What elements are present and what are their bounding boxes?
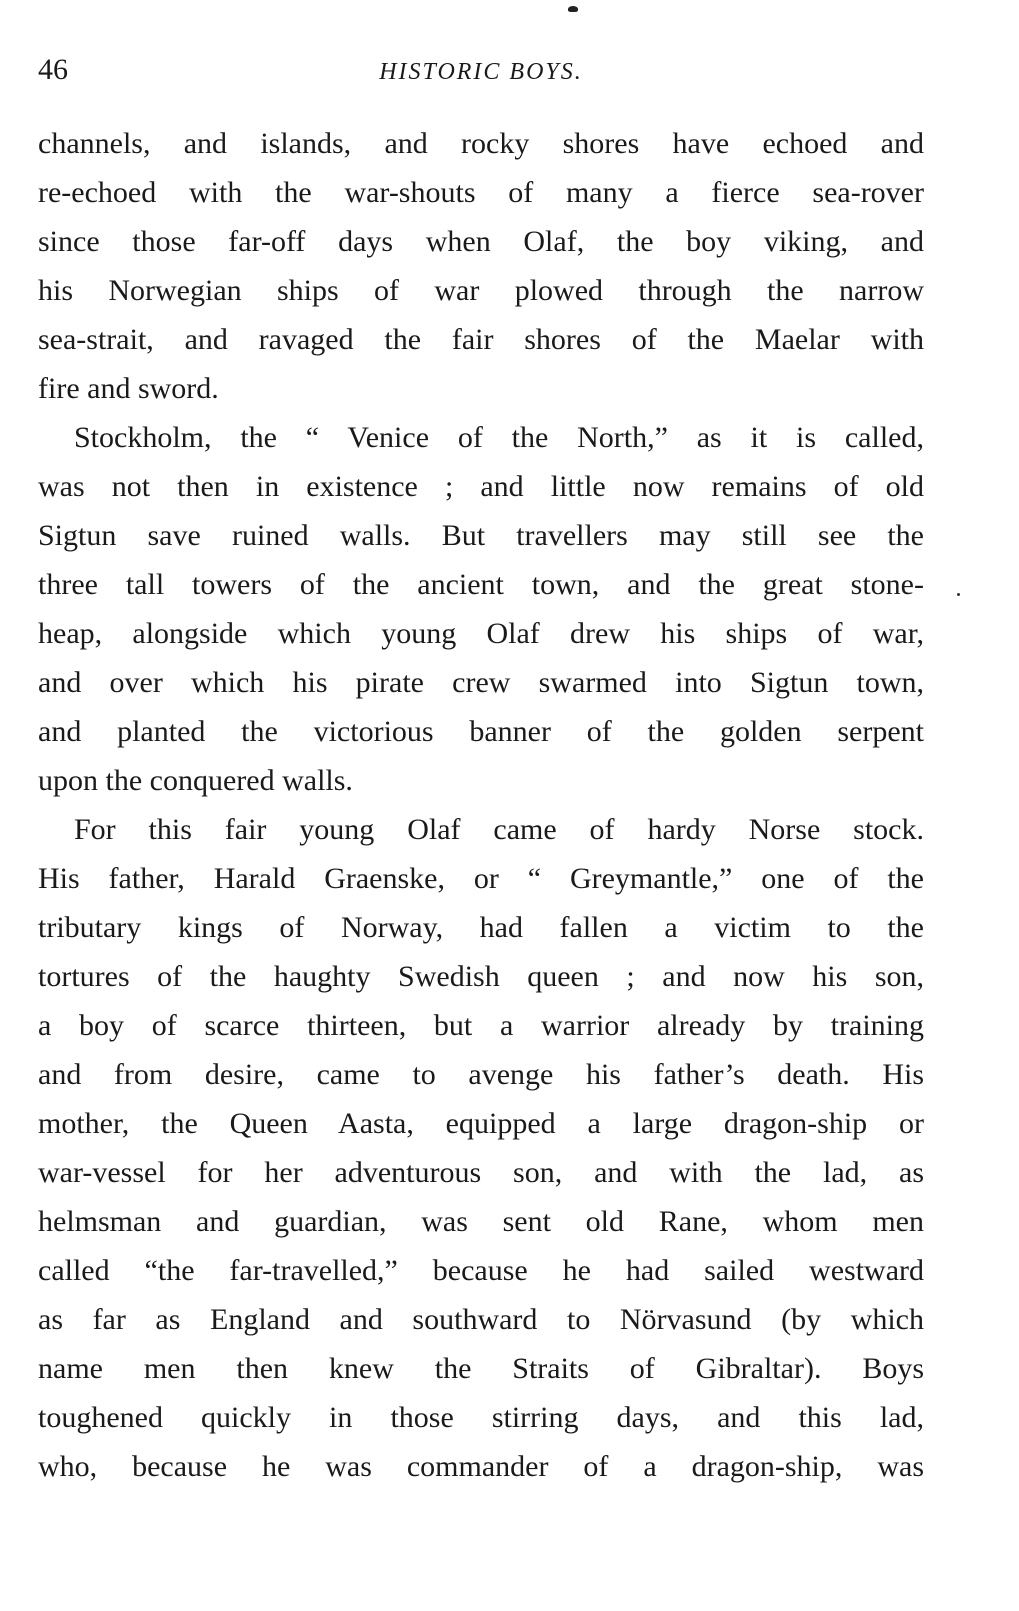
text-line: channels, and islands, and rocky shores have echoed and <box>38 127 924 160</box>
text-line: and over which his pirate crew swarmed into Sigtun town, <box>38 666 924 699</box>
page-header <box>38 50 924 90</box>
text-line: as far as England and southward to Nörvasund (by which <box>38 1303 924 1336</box>
ink-dot <box>957 593 960 596</box>
text-line: toughened quickly in those stirring days, and this lad, <box>38 1401 924 1434</box>
text-line: his Norwegian ships of war plowed through the narrow <box>38 274 924 307</box>
text-line: three tall towers of the ancient town, and the great stone- <box>38 568 924 601</box>
text-line: Stockholm, the “ Venice of the North,” as it is called, <box>74 421 924 454</box>
text-line: sea-strait, and ravaged the fair shores of the Maelar with <box>38 323 924 356</box>
text-line: tortures of the haughty Swedish queen ; and now his son, <box>38 960 924 993</box>
text-line: a boy of scarce thirteen, but a warrior already by training <box>38 1009 924 1042</box>
text-line: fire and sword. <box>38 372 219 405</box>
text-line: was not then in existence ; and little now remains of old <box>38 470 924 503</box>
text-line: and planted the victorious banner of the golden serpent <box>38 715 924 748</box>
text-line: called “the far-travelled,” because he had sailed westward <box>38 1254 924 1287</box>
body-text <box>38 119 924 1491</box>
running-head: HISTORIC BOYS. <box>379 59 583 85</box>
text-line: helmsman and guardian, was sent old Rane, whom men <box>38 1205 924 1238</box>
text-line: tributary kings of Norway, had fallen a victim to the <box>38 911 924 944</box>
text-line: His father, Harald Graenske, or “ Greymantle,” one of the <box>38 862 924 895</box>
text-line: For this fair young Olaf came of hardy Norse stock. <box>74 813 924 846</box>
text-line: re-echoed with the war-shouts of many a fierce sea-rover <box>38 176 924 209</box>
text-line: who, because he was commander of a dragon-ship, was <box>38 1450 924 1483</box>
text-line: mother, the Queen Aasta, equipped a large dragon-ship or <box>38 1107 924 1140</box>
text-line: upon the conquered walls. <box>38 764 353 797</box>
text-line: name men then knew the Straits of Gibraltar). Boys <box>38 1352 924 1385</box>
page-number: 46 <box>38 53 68 86</box>
text-line: Sigtun save ruined walls. But travellers may still see the <box>38 519 924 552</box>
text-line: war-vessel for her adventurous son, and with the lad, as <box>38 1156 924 1189</box>
ink-speck <box>568 6 578 12</box>
text-line: since those far-off days when Olaf, the boy viking, and <box>38 225 924 258</box>
text-line: and from desire, came to avenge his father’s death. His <box>38 1058 924 1091</box>
text-line: heap, alongside which young Olaf drew his ships of war, <box>38 617 924 650</box>
